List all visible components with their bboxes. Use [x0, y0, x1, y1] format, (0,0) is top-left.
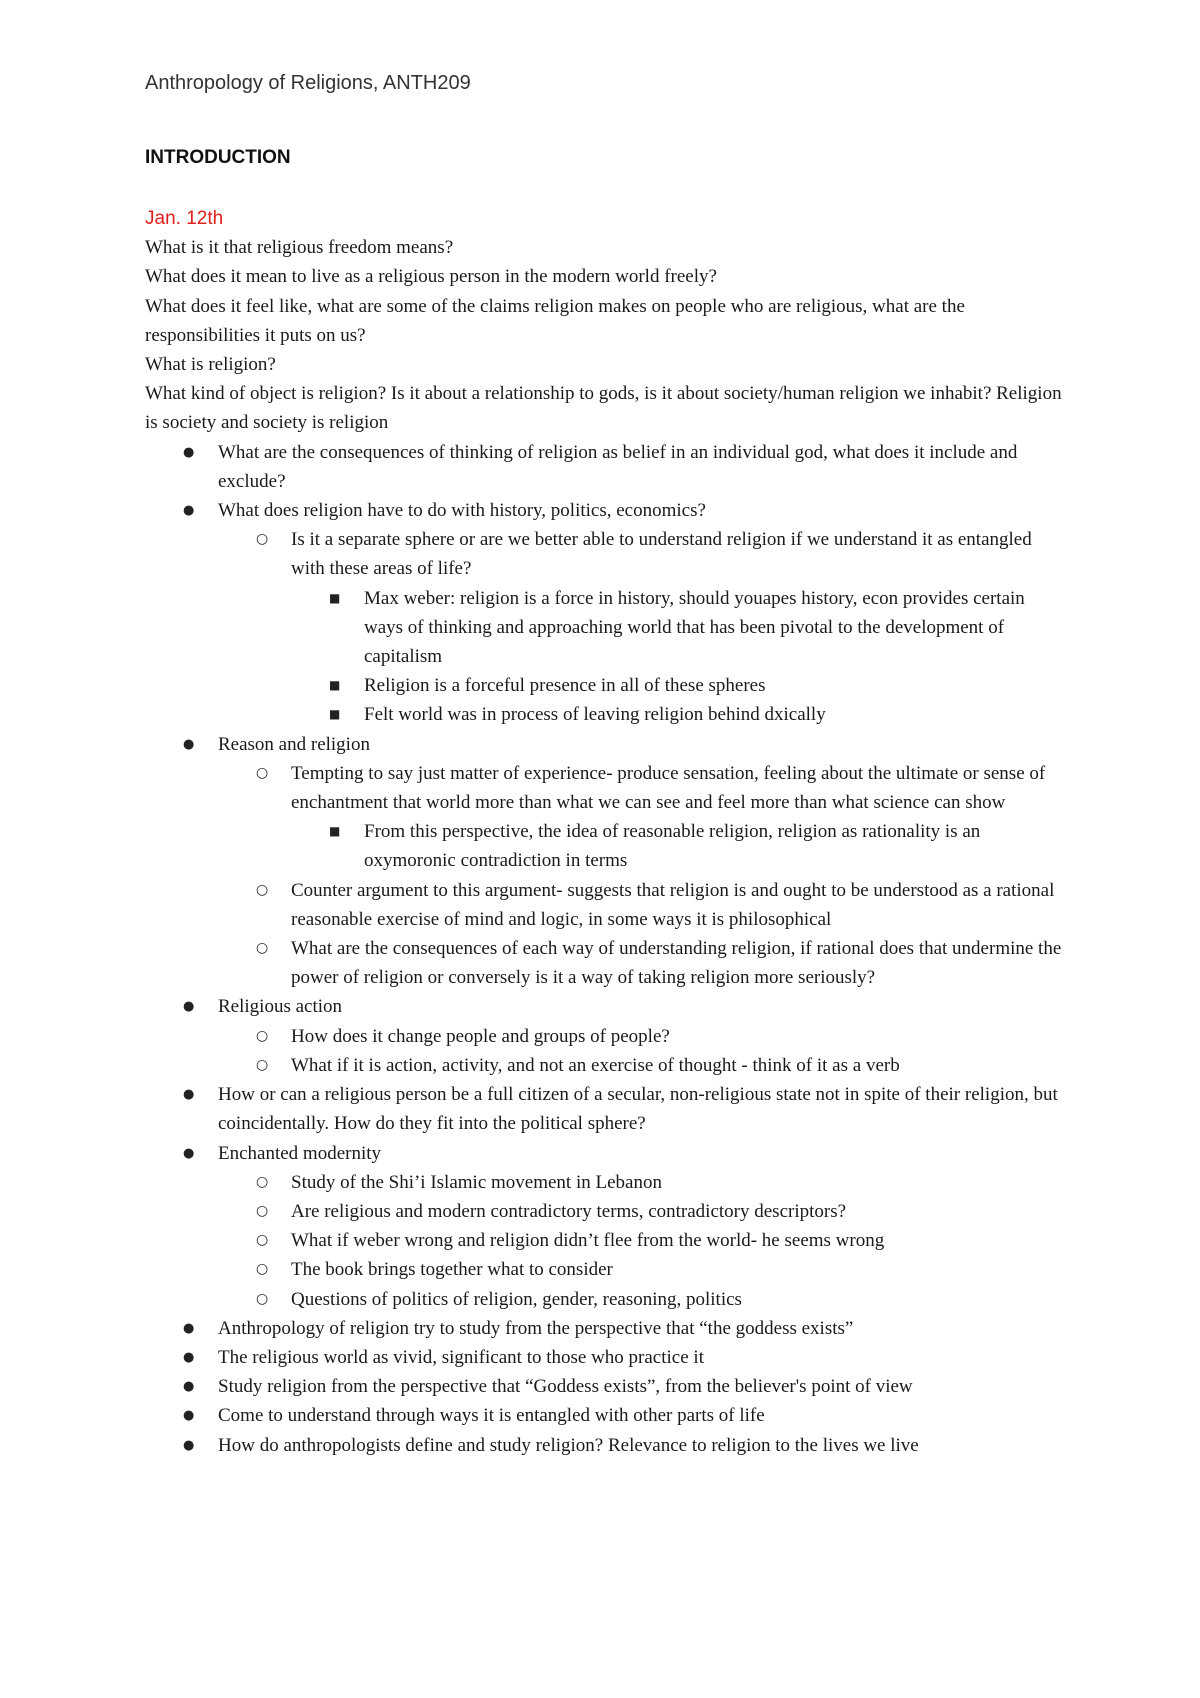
sub-list-item: [218, 1168, 1065, 1197]
sub-sub-list-item: [291, 584, 1065, 672]
list-item: [145, 1401, 1065, 1430]
sub-list-item: [218, 1022, 1065, 1051]
list-item-text: ○ Counter argument to this argument- suggests that religion is and ought to be understood as a rational reasonable exercise of mind and logic, in some ways it is philosophical: [291, 879, 1055, 930]
list-item-text: ○ Questions of politics of religion, gender, reasoning, politics: [291, 1288, 742, 1310]
list-item-text: ● Enchanted modernity: [218, 1142, 382, 1164]
list-item-text: ● What does religion have to do with history, politics, economics?: [218, 500, 706, 522]
list-item-text: ○ What if it is action, activity, and not an exercise of thought - think of it as a verb: [291, 1054, 900, 1076]
list-item: [145, 1314, 1065, 1343]
intro-line: What does it feel like, what are some of the claims religion makes on people who are religious, what are the responsibilities it puts on us?: [145, 295, 965, 346]
list-item: [145, 1139, 1065, 1314]
section-heading: INTRODUCTION: [145, 147, 291, 168]
sub-sub-list: [364, 584, 1065, 730]
list-item-text: ○ How does it change people and groups of people?: [291, 1025, 670, 1047]
list-item: [145, 496, 1065, 730]
sub-list-item: [218, 1197, 1065, 1226]
list-item-text: ■ Felt world was in process of leaving religion behind dxically: [364, 704, 826, 726]
list-item-text: ○ Are religious and modern contradictory terms, contradictory descriptors?: [291, 1200, 847, 1222]
list-item: [145, 730, 1065, 993]
sub-sub-list-item: [291, 817, 1065, 875]
list-item-text: ● Anthropology of religion try to study from the perspective that “the goddess exists”: [218, 1317, 854, 1339]
sub-list-item: [218, 876, 1065, 934]
sub-list-item: [218, 1226, 1065, 1255]
list-item-text: ● What are the consequences of thinking of religion as belief in an individual god, what does it include and exclude?: [218, 441, 1018, 492]
list-item-text: ● How do anthropologists define and study religion? Relevance to religion to the lives we live: [218, 1434, 919, 1456]
list-item-text: ○ Study of the Shi’i Islamic movement in Lebanon: [291, 1171, 662, 1193]
sub-list: [291, 1168, 1065, 1314]
sub-list-item: [218, 934, 1065, 992]
sub-list-item: [218, 1051, 1065, 1080]
sub-sub-list: [364, 817, 1065, 875]
intro-line: What is it that religious freedom means?: [145, 237, 454, 259]
course-header: Anthropology of Religions, ANTH209: [145, 72, 471, 94]
list-item-text: ● Study religion from the perspective that “Goddess exists”, from the believer's point of view: [218, 1376, 913, 1398]
list-item: [145, 438, 1065, 496]
sub-sub-list-item: [291, 671, 1065, 700]
list-item: [145, 1080, 1065, 1138]
sub-sub-list-item: [291, 700, 1065, 729]
sub-list-item: [218, 525, 1065, 729]
list-item-text: ■ Max weber: religion is a force in history, should youapes history, econ provides certain ways of thinking and approaching world that has been pivotal to the development of capitalism: [364, 587, 1025, 668]
bullet-list: [145, 438, 1065, 1460]
list-item-text: ● The religious world as vivid, significant to those who practice it: [218, 1346, 704, 1368]
sub-list-item: [218, 1255, 1065, 1284]
intro-line: What is religion?: [145, 354, 276, 376]
notes-body: [145, 204, 1065, 1460]
list-item-text: ○ What are the consequences of each way of understanding religion, if rational does that undermine the power of religion or conversely is it a way of taking religion more seriously?: [291, 938, 1062, 989]
list-item: [145, 1372, 1065, 1401]
lecture-date: Jan. 12th: [145, 208, 224, 229]
list-item-text: ■ Religion is a forceful presence in all of these spheres: [364, 675, 766, 697]
list-item-text: ○ The book brings together what to consider: [291, 1259, 613, 1281]
list-item-text: ○ Is it a separate sphere or are we better able to understand religion if we understand it as entangled with these areas of life?: [291, 529, 1032, 580]
list-item: [145, 992, 1065, 1080]
list-item-text: ○ Tempting to say just matter of experience- produce sensation, feeling about the ultimate or sense of enchantment that world more than what we can see and feel more than what science can show: [291, 762, 1046, 814]
intro-line: What does it mean to live as a religious person in the modern world freely?: [145, 266, 717, 288]
sub-list: [291, 1022, 1065, 1080]
sub-list-item: [218, 1285, 1065, 1314]
list-item-text: ● Come to understand through ways it is entangled with other parts of life: [218, 1405, 765, 1427]
sub-list-item: [218, 759, 1065, 876]
intro-questions: [145, 233, 1065, 437]
list-item: [145, 1431, 1065, 1460]
list-item-text: ■ From this perspective, the idea of reasonable religion, religion as rationality is an oxymoronic contradiction in terms: [364, 821, 981, 872]
list-item-text: ● Religious action: [218, 996, 343, 1018]
list-item-text: ○ What if weber wrong and religion didn’t flee from the world- he seems wrong: [291, 1230, 885, 1252]
intro-line: What kind of object is religion? Is it about a relationship to gods, is it about society/human religion we inhabit? Religion is society and society is religion: [145, 383, 1062, 434]
sub-list: [291, 525, 1065, 729]
list-item-text: ● Reason and religion: [218, 733, 370, 755]
list-item-text: ● How or can a religious person be a full citizen of a secular, non-religious state not in spite of their religion, but coincidentally. How do they fit into the political sphere?: [218, 1084, 1058, 1135]
sub-list: [291, 759, 1065, 993]
list-item: [145, 1343, 1065, 1372]
